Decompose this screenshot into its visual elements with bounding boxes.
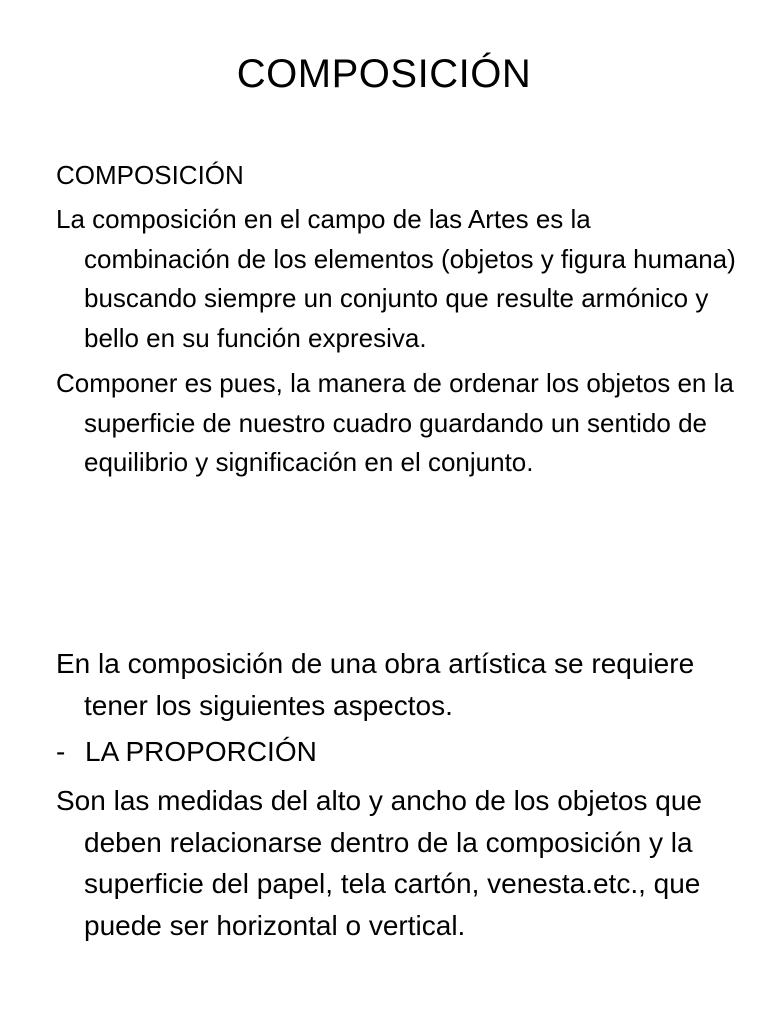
aspects-intro-paragraph: En la composición de una obra artística se requiere tener los siguientes aspectos. xyxy=(56,648,695,721)
bullet-item-proportion xyxy=(56,732,317,772)
bullet-dash: - xyxy=(56,736,66,767)
definition-paragraph: La composición en el campo de las Artes es la combinación de los elementos (objetos y figura humana) buscando siempre un conjunto que resulte armónico y bello en su función expresiva. xyxy=(56,204,736,353)
composing-paragraph: Componer es pues, la manera de ordenar los objetos en la superficie de nuestro cuadro guardando un sentido de equilibrio y significación en el conjunto. xyxy=(56,368,734,477)
bullet-label: LA PROPORCIÓN xyxy=(85,736,317,767)
section-heading: COMPOSICIÓN xyxy=(56,160,244,190)
proportion-paragraph: Son las medidas del alto y ancho de los objetos que deben relacionarse dentro de la composición y la superficie del papel, tela cartón, venesta.etc., que puede ser horizontal o vertical. xyxy=(56,785,702,941)
slide-title: COMPOSICIÓN xyxy=(236,52,532,96)
